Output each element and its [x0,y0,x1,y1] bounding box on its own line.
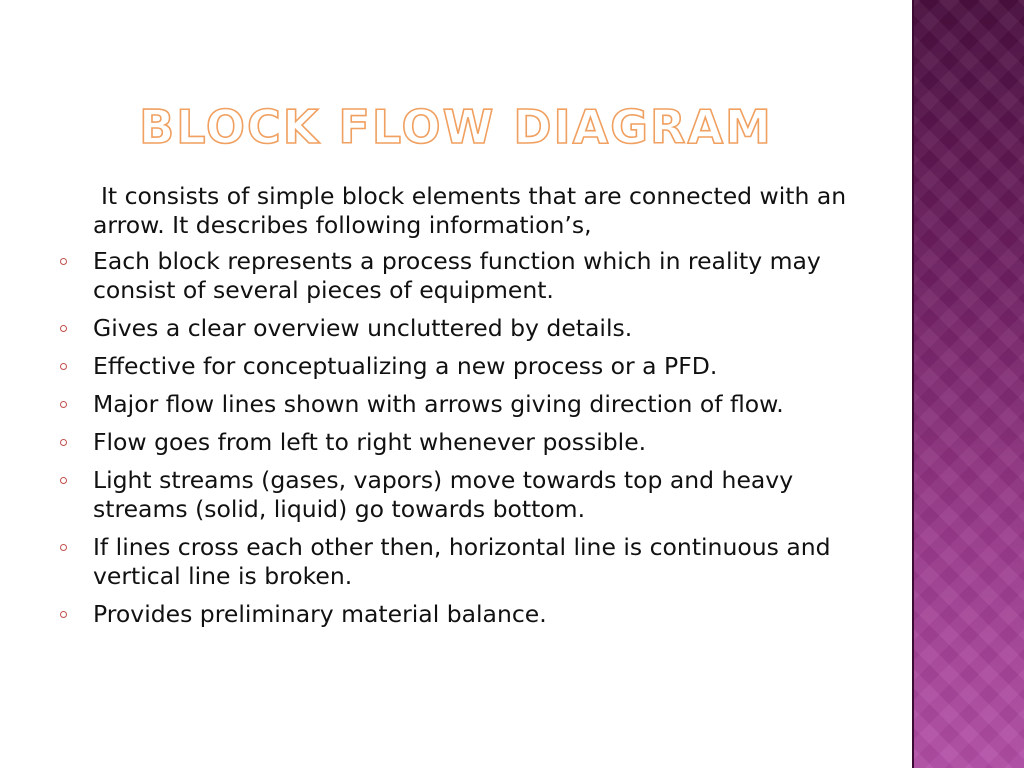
bullet-text: Each block represents a process function which in reality may consist of several pieces of equipment. [93,247,821,304]
bullet-item [0,352,900,381]
bullet-item [0,390,900,419]
bullet-item [0,247,900,305]
bullet-circle-icon [60,611,67,618]
bullet-item [0,314,900,343]
bullet-circle-icon [60,477,67,484]
bullet-circle-icon [60,401,67,408]
bullet-text: Major flow lines shown with arrows giving direction of flow. [93,390,784,418]
bullet-text: Effective for conceptualizing a new process or a PFD. [93,352,718,380]
bullet-circle-icon [60,544,67,551]
bullet-circle-icon [60,258,67,265]
decorative-side-panel [912,0,1024,768]
bullet-text: Light streams (gases, vapors) move towards top and heavy streams (solid, liquid) go towards bottom. [93,466,794,523]
bullet-text: Provides preliminary material balance. [93,600,547,628]
bullet-item [0,428,900,457]
bullet-text: If lines cross each other then, horizontal line is continuous and vertical line is broken. [93,533,831,590]
bullet-circle-icon [60,363,67,370]
bullet-item [0,600,900,629]
intro-paragraph: It consists of simple block elements that are connected with an arrow. It describes following information’s, [93,182,847,239]
bullet-circle-icon [60,325,67,332]
bullet-item [0,466,900,524]
bullet-text: Gives a clear overview uncluttered by details. [93,314,633,342]
bullet-text: Flow goes from left to right whenever possible. [93,428,647,456]
bullet-circle-icon [60,439,67,446]
slide-body [0,182,900,638]
slide-title: BLOCK FLOW DIAGRAM [139,100,773,154]
bullet-list [0,247,900,629]
bullet-item [0,533,900,591]
